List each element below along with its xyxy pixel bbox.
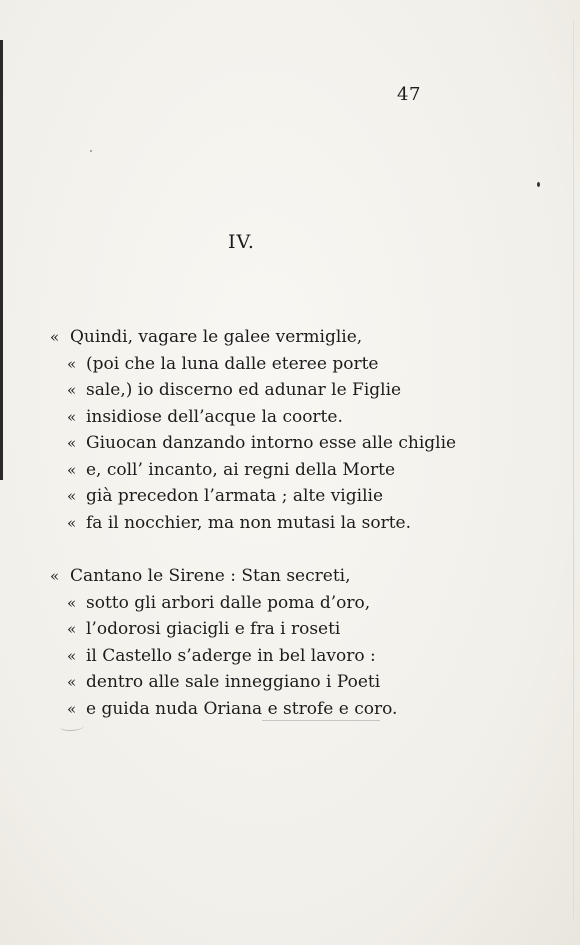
verse-text: l’odorosi giacigli e fra i roseti [86, 619, 341, 639]
verse-text: Giuocan danzando intorno esse alle chiglie [86, 433, 457, 453]
quote-mark: « [50, 567, 60, 585]
quote-mark: « [67, 620, 77, 638]
quote-mark: « [67, 699, 77, 718]
verse-text: insidiose dell’acque la coorte. [86, 406, 343, 427]
verse-text: sotto gli arbori dalle poma d’oro, [86, 592, 371, 613]
verse-text: fa il nocchier, ma non mutasi la sorte. [86, 512, 412, 533]
verse-text: e, coll’ incanto, ai regni della Morte [86, 459, 396, 480]
verse-text: dentro alle sale inneggiano i Poeti [86, 672, 381, 692]
ink-speck [537, 182, 540, 187]
verse-text: Quindi, vagare le galee vermiglie, [70, 327, 363, 347]
verse-text: e guida nuda Oriana e strofe e coro. [86, 698, 398, 719]
pencil-underline [262, 720, 380, 721]
quote-mark: « [67, 487, 77, 505]
verse-text: Cantano le Sirene : Stan secreti, [70, 566, 351, 586]
verse-text: (poi che la luna dalle eteree porte [86, 353, 379, 374]
quote-mark: « [67, 407, 77, 426]
quote-mark: « [67, 354, 77, 373]
verse-text: già precedon l’armata ; alte vigilie [86, 486, 384, 506]
quote-mark: « [50, 328, 60, 346]
quote-mark: « [67, 646, 77, 665]
quote-mark: « [67, 673, 77, 691]
quote-mark: « [67, 513, 77, 532]
verse-text: sale,) io discerno ed adunar le Figlie [86, 380, 402, 400]
pencil-mark [60, 722, 84, 731]
quote-mark: « [67, 593, 77, 612]
quote-mark: « [67, 434, 77, 452]
quote-mark: « [67, 381, 77, 399]
page-number: 47 [397, 84, 421, 105]
quote-mark: « [67, 460, 77, 479]
verse-text: il Castello s’aderge in bel lavoro : [86, 645, 376, 666]
binding-edge [0, 40, 3, 480]
page-edge [573, 20, 574, 920]
ink-speck [90, 150, 92, 152]
section-heading: IV. [228, 231, 255, 253]
